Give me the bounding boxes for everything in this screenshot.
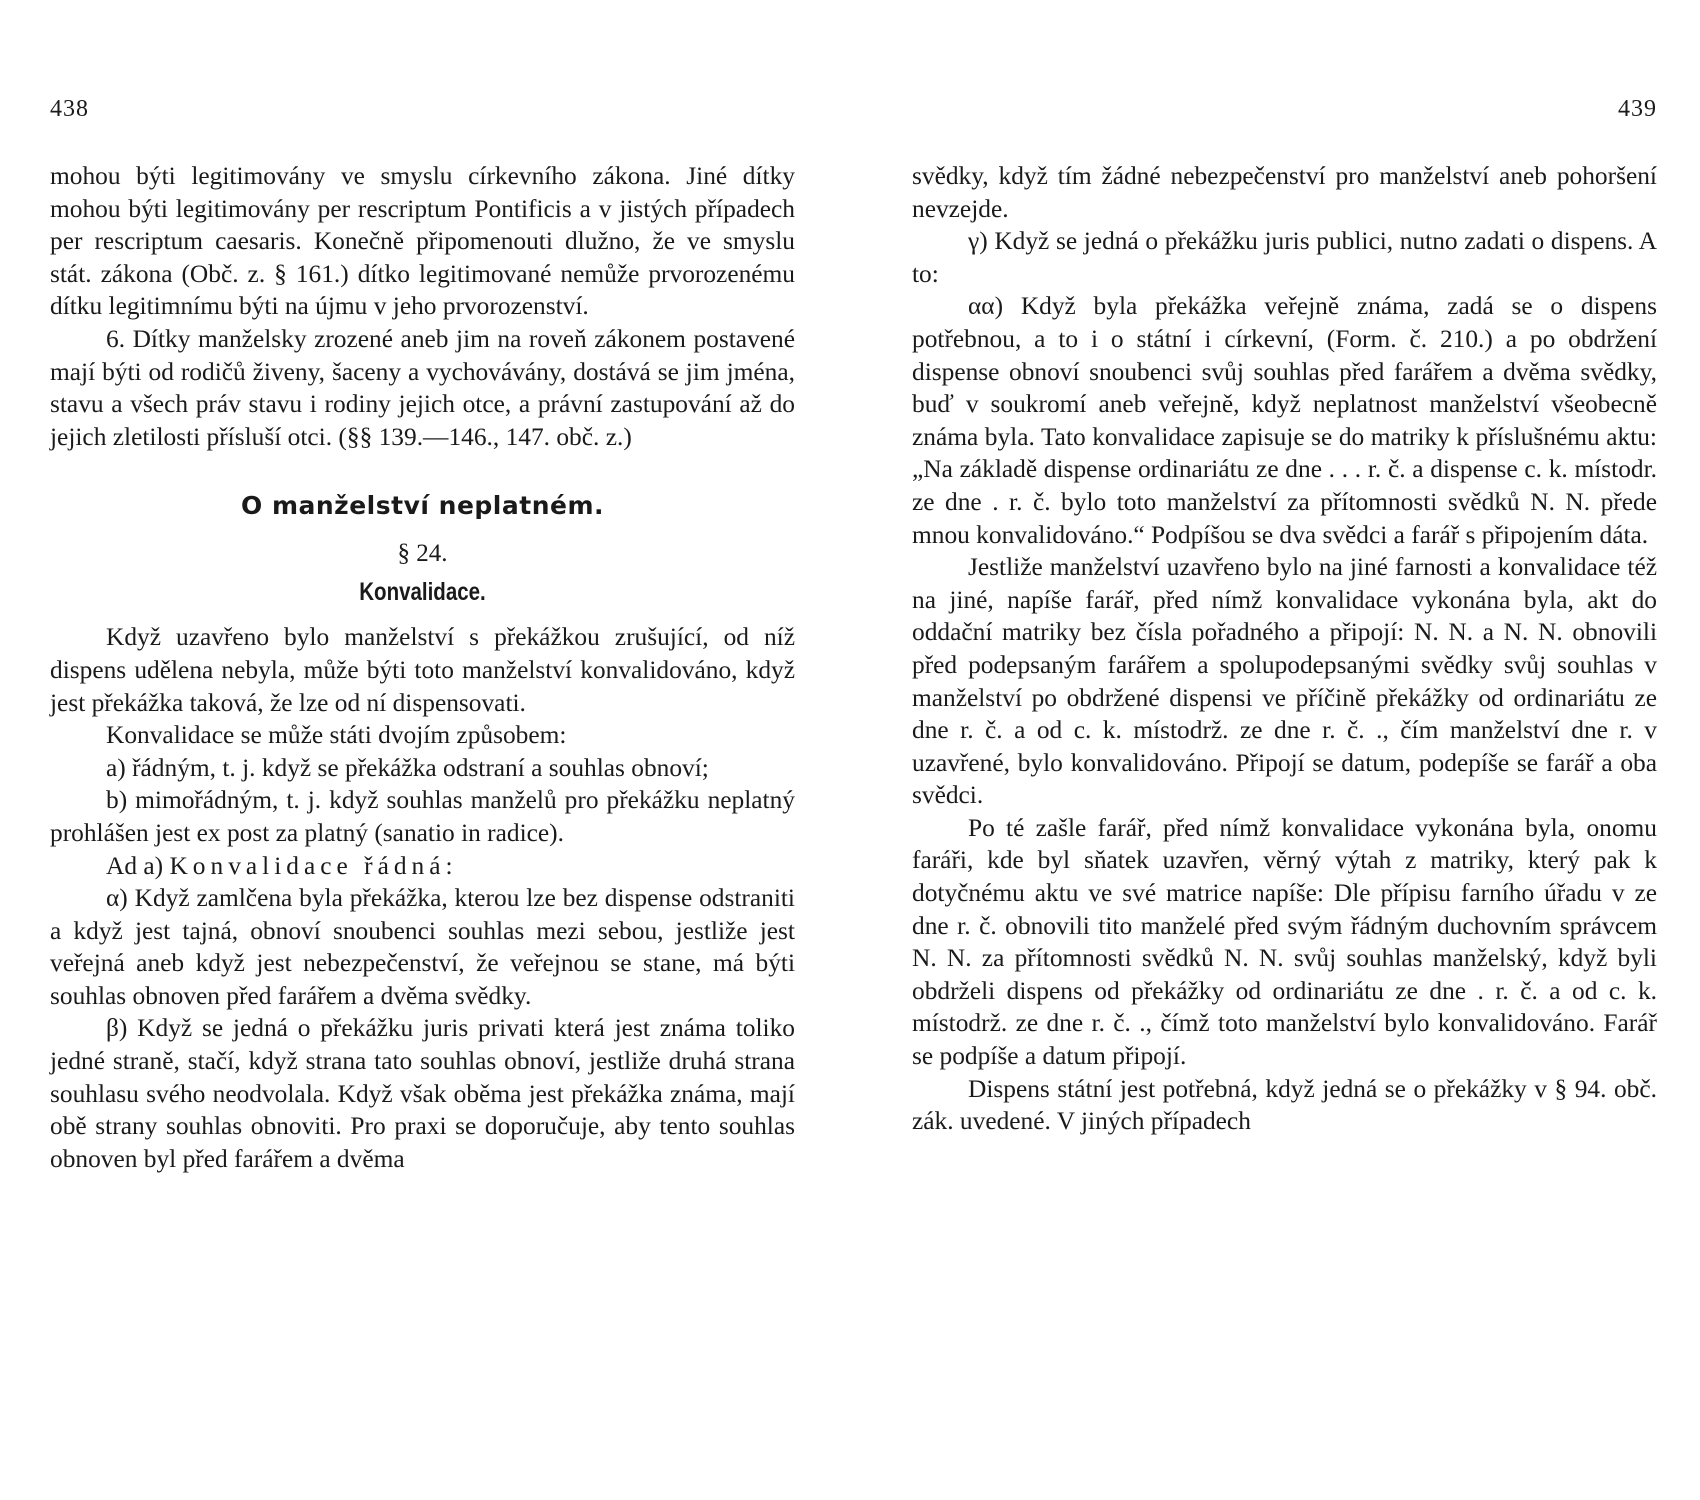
paragraph: β) Když se jedná o překážku juris privati která jest známa toliko jedné straně, stačí, když strana tato souhlas obnoví, jestliže druhá strana souhlasu svého neodvolala. Když však oběma jest překážka známa, mají obě strany souhlas obnoviti. Pro praxi se doporučuje, aby tento souhlas obnoven byl před farářem a dvěma — [50, 1014, 795, 1173]
ad-heading — [50, 850, 795, 883]
page-number-left: 438 — [50, 96, 89, 122]
ad-prefix: Ad a) — [106, 851, 164, 880]
paragraph: 6. Dítky manželsky zrozené aneb jim na roveň zákonem postavené mají býti od rodičů živeny, šaceny a vychovávány, dostává se jim jména, stavu a všech práv stavu i rodiny jejich otce, a právní zastupování až do jejich zletilosti přísluší otci. (§§ 139.—146., 147. obč. z.) — [50, 324, 795, 451]
paragraph: svědky, když tím žádné nebezpečenství pro manželství aneb pohoršení nevzejde. — [912, 162, 1657, 223]
paragraph-number: § 24. — [397, 540, 448, 568]
paragraph: γ) Když se jedná o překážku juris publici, nutno zadati o dispens. A to: — [912, 227, 1657, 288]
paragraph: Když uzavřeno bylo manželství s překážkou zrušující, od níž dispens udělena nebyla, může býti toto manželství konvalidováno, když jest překážka taková, že lze od ní dispensovati. — [50, 623, 795, 717]
section-title: O manželství neplatném. — [241, 491, 604, 521]
paragraph: a) řádným, t. j. když se překážka odstraní a souhlas obnoví; — [106, 753, 709, 782]
paragraph: Po té zašle farář, před nímž konvalidace vykonána byla, onomu faráři, kde byl sňatek uzavřen, věrný výtah z matriky, který pak k dotyčnému aktu ve své matrice napíše: Dle přípisu farního úřadu v ze dne r. č. obnovili tito manželé před svým řádným duchovním správcem N. N. za přítomnosti svědků N. N. svůj souhlas manželský, když byli obdrželi dispens od překážky od ordinariátu ze dne . r. č. a od c. k. místodrž. ze dne r. č. ., čímž toto manželství bylo konvalidováno. Farář se podpíše a datum připojí. — [912, 813, 1657, 1071]
paragraph: αα) Když byla překážka veřejně známa, zadá se o dispens potřebnou, a to i o státní i církevní, (Form. č. 210.) a po obdržení dispense obnoví snoubenci svůj souhlas před farářem a dvěma svědky, buď v soukromí aneb veřejně, když neplatnost manželství všeobecně známa byla. Tato konvalidace zapisuje se do matriky k příslušnému aktu: „Na základě dispense ordinariátu ze dne . . . r. č. a dispense c. k. místodr. ze dne . r. č. bylo toto manželství za přítomnosti svědků N. N. přede mnou konvalidováno.“ Podpíšou se dva svědci a farář s připojením dáta. — [912, 292, 1657, 549]
ad-spaced-title: Konvalidace řádná: — [169, 851, 458, 880]
paragraph: Jestliže manželství uzavřeno bylo na jiné farnosti a konvalidace též na jiné, napíše farář, před nímž konvalidace vykonána byla, akt do oddační matriky bez čísla pořadného a připojí: N. N. a N. N. obnovili před podepsaným farářem a spolupodepsanými svědky svůj souhlas v manželství po obdržené dispensi ve příčině překážky od ordinariátu ze dne r. č. a od c. k. místodrž. ze dne r. č. ., čím manželství dne r. v uzavřené, bylo konvalidováno. Připojí se datum, podepíše se farář a oba svědci. — [912, 553, 1657, 810]
subsection-title: Konvalidace. — [359, 578, 486, 607]
paragraph: Dispens státní jest potřebná, když jedná se o překážky v § 94. obč. zák. uvedené. V jiných případech — [912, 1074, 1657, 1136]
paragraph: Konvalidace se může státi dvojím způsobem: — [106, 721, 567, 750]
paragraph: α) Když zamlčena byla překážka, kterou lze bez dispense odstraniti a když jest tajná, obnoví snoubenci souhlas mezi sebou, jestliže jest veřejná aneb když jest nebezpečenství, že veřejnou se stane, má býti souhlas obnoven před farářem a dvěma svědky. — [50, 884, 795, 1010]
left-page-text — [50, 160, 795, 1175]
right-page-text — [912, 160, 1657, 1138]
paragraph: b) mimořádným, t. j. když souhlas manželů pro překážku neplatný prohlášen jest ex post za platný (sanatio in radice). — [50, 786, 795, 847]
page-number-right: 439 — [1618, 96, 1657, 122]
paragraph: mohou býti legitimovány ve smyslu církevního zákona. Jiné dítky mohou býti legitimovány per rescriptum Pontificis a v jistých případech per rescriptum caesaris. Konečně připomenouti dlužno, že ve smyslu stát. zákona (Obč. z. § 161.) dítko legitimované nemůže prvorozenému dítku legitimnímu býti na újmu v jeho prvorozenství. — [50, 162, 795, 321]
